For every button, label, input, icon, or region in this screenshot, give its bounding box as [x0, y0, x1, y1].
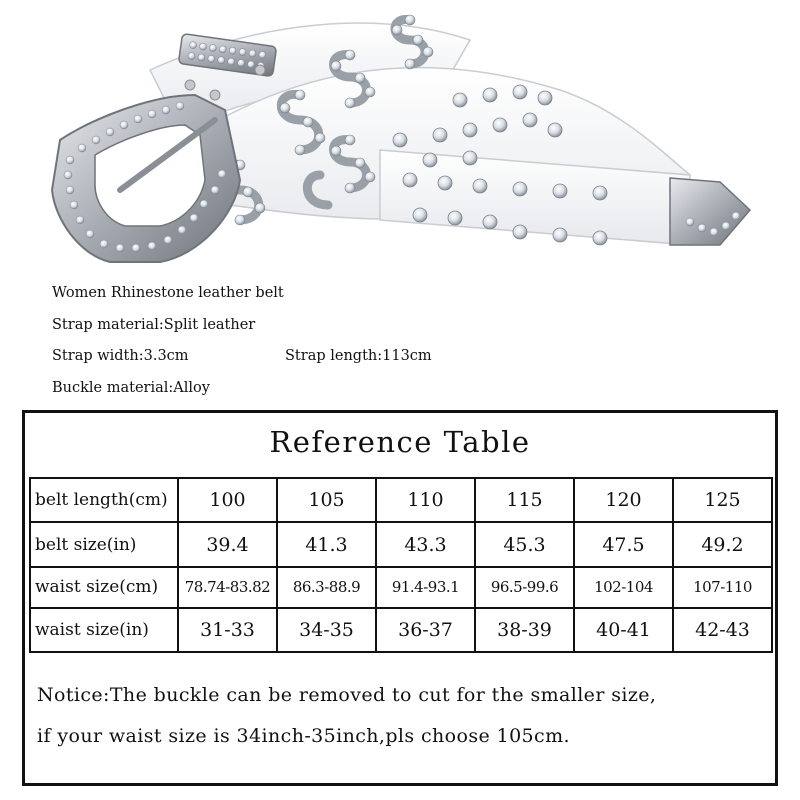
table-cell: 110: [376, 478, 475, 522]
spec-name: Women Rhinestone leather belt: [52, 285, 284, 301]
table-cell: 41.3: [277, 522, 376, 566]
row-label: belt length(cm): [30, 478, 178, 522]
table-row-belt-length: [30, 478, 772, 522]
table-cell: 100: [178, 478, 277, 522]
belt-photo: [0, 0, 800, 275]
spec-strap-width: Strap width:3.3cm: [52, 348, 189, 364]
table-cell: 96.5-99.6: [475, 567, 574, 608]
table-cell: 78.74-83.82: [178, 567, 277, 608]
belt-tip: [670, 178, 750, 245]
notice-line-2: if your waist size is 34inch-35inch,pls choose 105cm.: [37, 725, 570, 747]
table-cell: 120: [574, 478, 673, 522]
notice-text: [37, 675, 767, 757]
table-cell: 38-39: [475, 608, 574, 652]
spec-strap-length: Strap length:113cm: [285, 348, 432, 364]
row-label: waist size(cm): [30, 567, 178, 608]
spec-buckle-material: Buckle material:Alloy: [52, 379, 210, 396]
row-label: waist size(in): [30, 608, 178, 652]
table-cell: 36-37: [376, 608, 475, 652]
product-specs: [52, 282, 772, 408]
table-cell: 49.2: [673, 522, 772, 566]
table-cell: 34-35: [277, 608, 376, 652]
table-cell: 40-41: [574, 608, 673, 652]
table-cell: 107-110: [673, 567, 772, 608]
table-cell: 39.4: [178, 522, 277, 566]
table-cell: 47.5: [574, 522, 673, 566]
table-cell: 102-104: [574, 567, 673, 608]
table-cell: 45.3: [475, 522, 574, 566]
table-cell: 125: [673, 478, 772, 522]
notice-line-1: Notice:The buckle can be removed to cut for the smaller size,: [37, 684, 657, 706]
reference-table-box: [22, 410, 778, 786]
table-row-belt-size: [30, 522, 772, 566]
table-cell: 86.3-88.9: [277, 567, 376, 608]
table-cell: 91.4-93.1: [376, 567, 475, 608]
table-cell: 43.3: [376, 522, 475, 566]
row-label: belt size(in): [30, 522, 178, 566]
table-cell: 115: [475, 478, 574, 522]
spec-strap-dimensions: [52, 345, 772, 377]
table-row-waist-cm: [30, 567, 772, 608]
table-cell: 31-33: [178, 608, 277, 652]
reference-title: Reference Table: [269, 425, 531, 459]
table-cell: 42-43: [673, 608, 772, 652]
table-row-waist-in: [30, 608, 772, 652]
spec-strap-material: Strap material:Split leather: [52, 316, 256, 333]
size-table: [29, 477, 773, 653]
table-cell: 105: [277, 478, 376, 522]
